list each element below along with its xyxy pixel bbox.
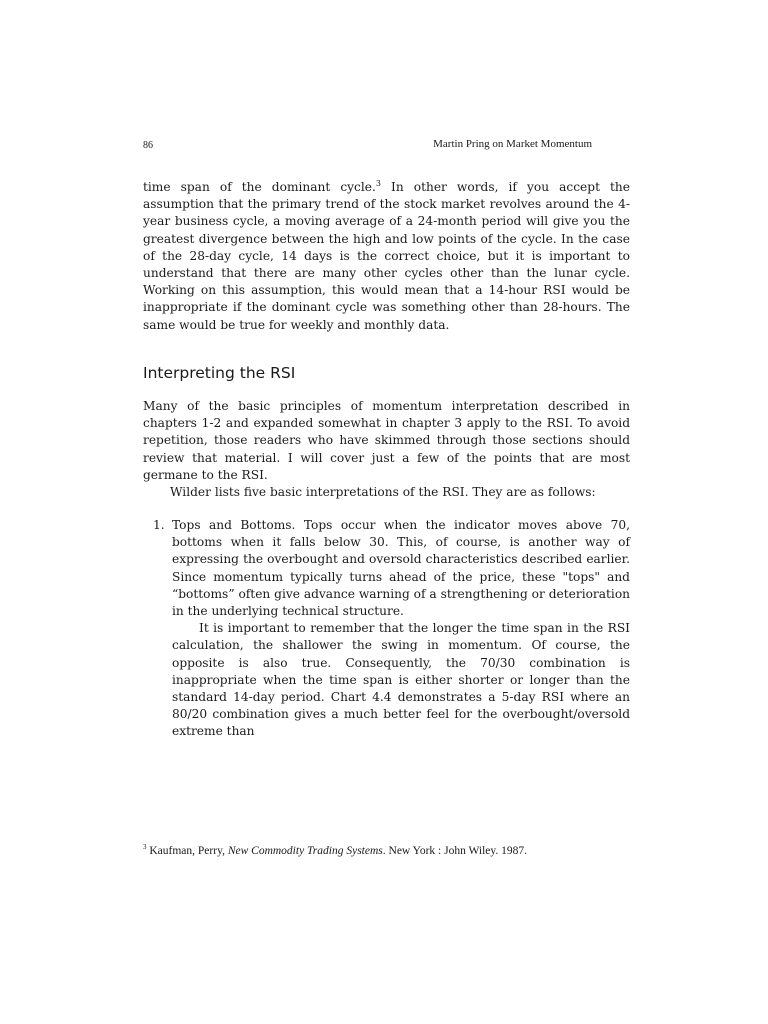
- running-head-title: Martin Pring on Market Momentum: [433, 138, 592, 150]
- running-header: [143, 138, 633, 154]
- footnote-publisher: . New York : John Wiley. 1987.: [382, 845, 528, 857]
- page-number: 86: [143, 140, 153, 151]
- footnote-author: Kaufman, Perry,: [146, 845, 228, 857]
- p1-text-start: time span of the dominant cycle.: [143, 180, 376, 194]
- paragraph-cycle-span: [143, 179, 630, 334]
- footnote-reference: 3: [375, 178, 381, 188]
- list-item-tops-bottoms: [153, 517, 630, 741]
- footnote: [143, 845, 633, 857]
- paragraph-time-span: It is important to remember that the longer the time span in the RSI calculation, the shallower the swing in momentum. Of course, the opposite is also true. Consequently, the 70/30 combination is inappropriate when the time span is either shorter or longer than the standard 14-day period. Chart 4.4 demonstrates a 5-day RSI where an 80/20 combination gives a much better feel for the overbought/oversold extreme than: [172, 621, 630, 739]
- paragraph-tops-bottoms: Tops and Bottoms. Tops occur when the indicator moves above 70, bottoms when it falls below 30. This, of course, is another way of expressing the overbought and oversold characteristics described earlier. Since momentum typically turns ahead of the price, these "tops" and “bottoms” often give advance warning of a strengthening or deterioration in the underlying technical structure.: [172, 518, 630, 619]
- footnote-marker: 3: [143, 843, 147, 852]
- paragraph-wilder-intro: Wilder lists five basic interpretations of the RSI. They are as follows:: [170, 485, 596, 499]
- footnote-book-title: New Commodity Trading Systems: [227, 845, 383, 857]
- section-heading: Interpreting the RSI: [143, 364, 296, 382]
- paragraph-principles: Many of the basic principles of momentum interpretation described in chapters 1-2 and expanded somewhat in chapter 3 apply to the RSI. To avoid repetition, those readers who have skimmed through those sections should review that material. I will cover just a few of the points that are most germane to the RSI.: [143, 399, 630, 482]
- list-number: 1.: [153, 518, 165, 532]
- p1-text-end: In other words, if you accept the assumption that the primary trend of the stock market revolves around the 4-year business cycle, a moving average of a 24-month period will give you the greatest divergence between the high and low points of the cycle. In the case of the 28-day cycle, 14 days is the correct choice, but it is important to understand that there are many other cycles other than the lunar cycle. Working on this assumption, this would mean that a 14-hour RSI would be inappropriate if the dominant cycle was something other than 28-hours. The same would be true for weekly and monthly data.: [143, 180, 630, 332]
